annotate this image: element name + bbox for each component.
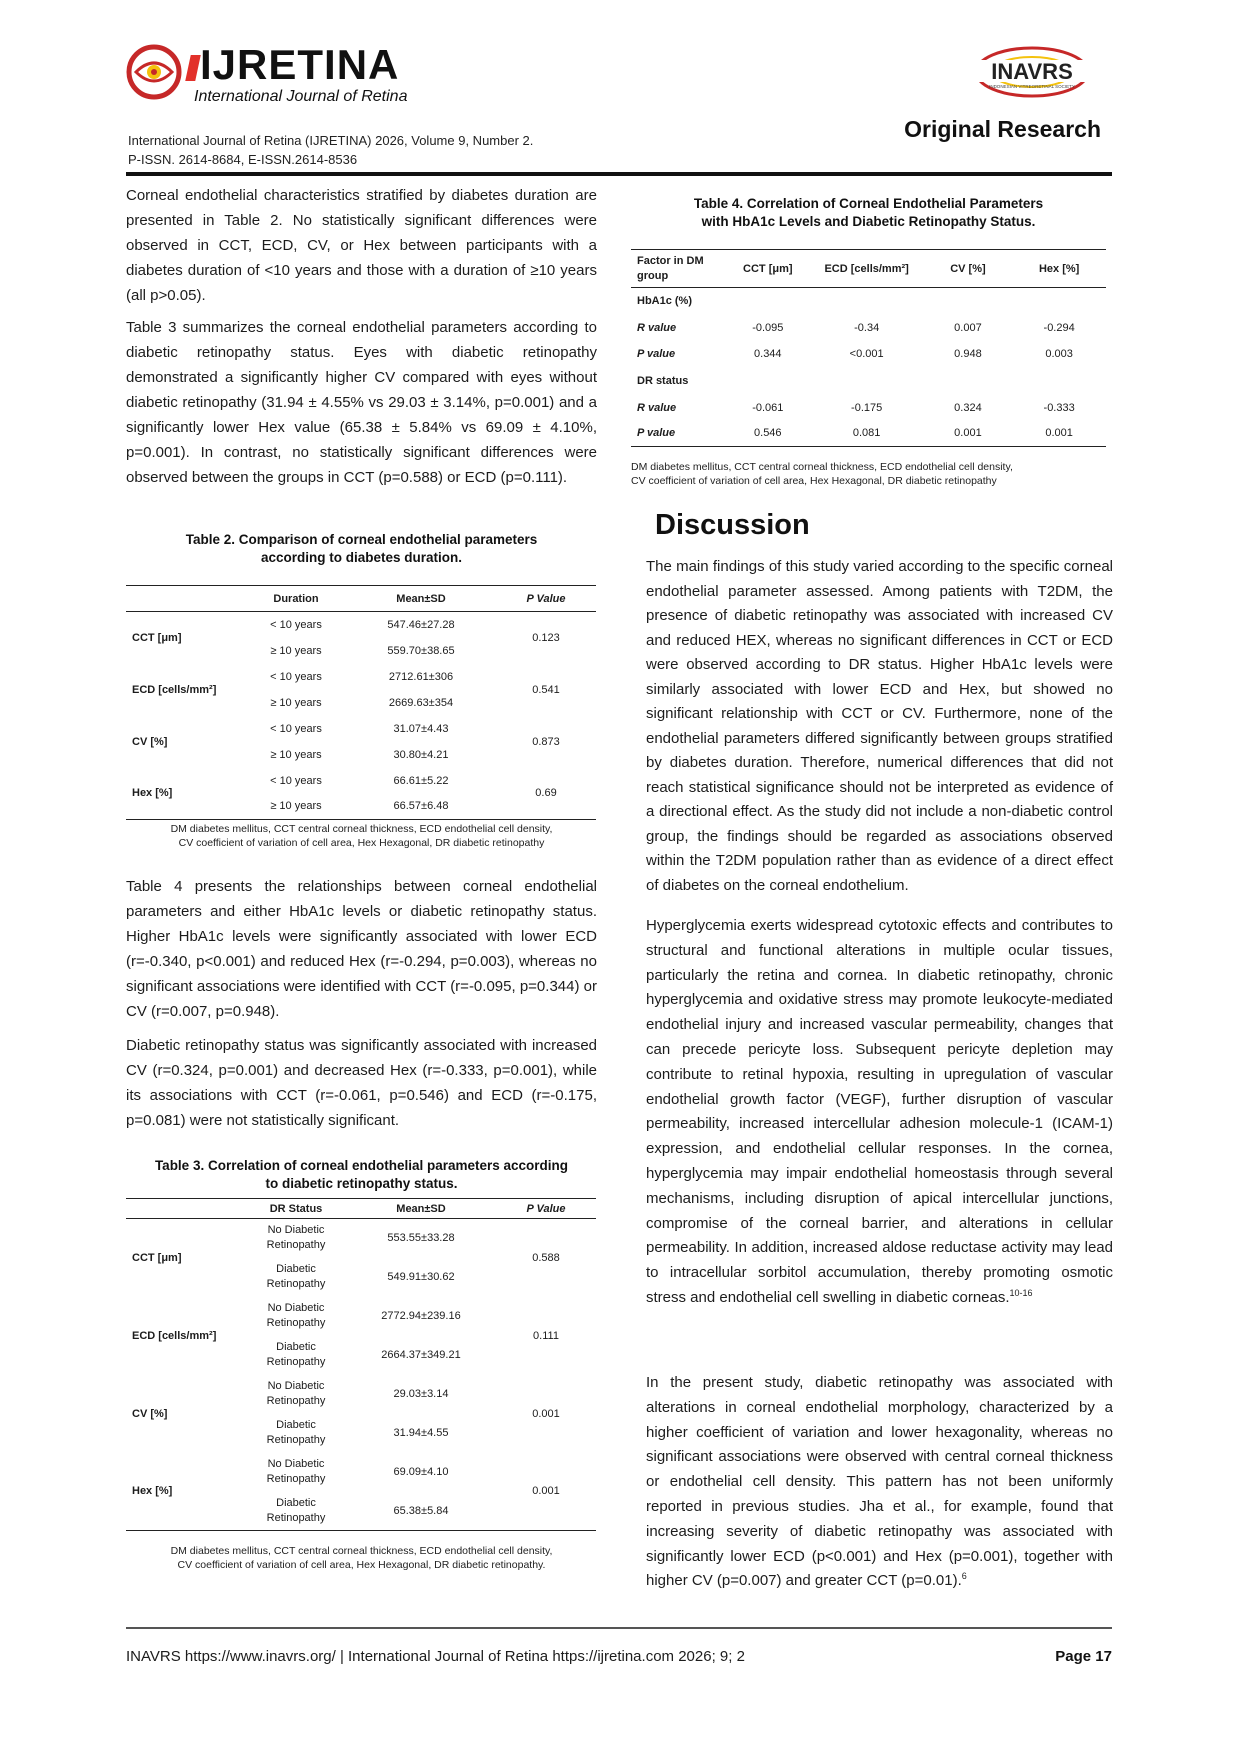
ijretina-logo <box>126 42 426 106</box>
table-row: ECD [cells/mm²] < 10 years 2712.61±306 0.541 <box>132 670 560 696</box>
table-row: Diabetic Retinopathy 2664.37±349.21 <box>266 1341 461 1368</box>
table-row: P value 0.344 <0.001 0.948 0.003 <box>637 347 1073 360</box>
table-row: Diabetic Retinopathy 31.94±4.55 <box>266 1419 449 1446</box>
table-row: Hex [%] < 10 years 66.61±5.22 0.69 <box>132 774 557 800</box>
table-row: R value -0.095 -0.34 0.007 -0.294 <box>637 321 1075 334</box>
discussion-paragraph-2: Hyperglycemia exerts widespread cytotoxic effects and contributes to structural and functional alterations in multiple ocular tissues, particularly the retina and cornea. In diabetic retinopathy, chronic hyperglycemia and oxidative stress may promote leukocyte-mediated endothelial injury and increased vascular permeability, changes that can precede pericyte loss. Subsequent pericyte depletion may contribute to retinal hypoxia, resulting in upregulation of vascular endothelial growth factor (VEGF), further disruption of vascular permeability, increased intercellular adhesion molecule-1 (ICAM-1) expression, and endothelial cellular responses. In the cornea, hyperglycemia may impair endothelial homeostasis through several mechanisms, including disruption of apical intercellular junctions, compromise of the corneal barrier, and alterations in cellular permeability. In addition, increased aldose reductase activity may lead to intracellular sorbitol accumulation, thereby promoting osmotic stress and endothelial cell swelling in diabetic corneas.$^{10-16}$ <box>646 917 1113 1306</box>
table-row: R value -0.061 -0.175 0.324 -0.333 <box>637 401 1075 414</box>
discussion-heading: Discussion <box>655 509 810 541</box>
table-row: Diabetic Retinopathy 65.38±5.84 <box>126 1492 596 1531</box>
table-row: P value 0.546 0.081 0.001 0.001 <box>631 421 1106 447</box>
table2-caption: Table 2. Comparison of corneal endothelial parameters according to diabetes duration. <box>185 532 538 565</box>
table-row: CCT [μm] < 10 years 547.46±27.28 0.123 <box>132 618 560 644</box>
table-row: ≥ 10 years 2669.63±354 <box>270 696 454 709</box>
table-row: DR status <box>637 374 689 387</box>
section-label: Original Research <box>904 116 1101 142</box>
inavrs-logo <box>965 42 1100 102</box>
left-paragraph-2: Table 3 summarizes the corneal endothelial parameters according to diabetic retinopathy status. Eyes with diabetic retinopathy demonstrated a significantly higher CV compared with eyes without diabetic retinopathy (31.94 ± 4.55% vs 29.03 ± 3.14%, p=0.001) and a significantly lower Hex value (65.38 ± 5.84% vs 69.09 ± 4.10%, p=0.001). In contrast, no statistically significant differences were observed between the groups in CCT (p=0.588) or ECD (p=0.111). <box>126 319 597 486</box>
table2-note: DM diabetes mellitus, CCT central corneal thickness, ECD endothelial cell density, CV coefficient of variation of cell area, Hex Hexagonal, DR diabetic retinopathy <box>170 823 553 849</box>
eye-logo-icon <box>126 44 182 100</box>
table4-caption: Table 4. Correlation of Corneal Endothelial Parameters with HbA1c Levels and Diabetic Retinopathy Status. <box>693 196 1044 229</box>
citation-superscript: 10-16 <box>1009 1287 1033 1298</box>
page-number: Page 17 <box>1055 1648 1112 1665</box>
svg-text:INAVRS: INAVRS <box>991 59 1073 84</box>
table-row: CV [%] No Diabetic Retinopathy 29.03±3.14 0.001 <box>132 1380 560 1420</box>
table3-caption: Table 3. Correlation of corneal endothelial parameters according to diabetic retinopathy status. <box>154 1158 569 1191</box>
left-paragraph-3: Table 4 presents the relationships between corneal endothelial parameters and either HbA1c levels or diabetic retinopathy status. Higher HbA1c levels were significantly associated with lower ECD (r=-0.340, p<0.001) and reduced Hex (r=-0.294, p=0.003), whereas no significant associations were identified with CCT (r=-0.095, p=0.344) or CV (r=0.007, p=0.948). <box>126 878 597 1020</box>
citation-superscript: 6 <box>961 1571 967 1582</box>
table-row: ≥ 10 years 30.80±4.21 <box>270 748 449 761</box>
table-row: ≥ 10 years 66.57±6.48 <box>126 794 596 820</box>
footer-text: INAVRS https://www.inavrs.org/ | International Journal of Retina https://ijretina.com 2026; 9; 2 <box>126 1648 745 1665</box>
table-row: Diabetic Retinopathy 549.91±30.62 <box>266 1263 455 1290</box>
header-divider <box>126 172 1112 176</box>
table3: DR Status Mean±SD P Value CCT [μm] No Diabetic Retinopathy 553.55±33.28 0.588 Diabetic Retinopathy 549.91±30.62 ECD [cells/mm²] No Diabetic Retinopathy 2772.94±239.16 0.111 Diabetic Retinopathy 2664.37±349.21 CV [%] No Diabetic Retinopathy 29.03±3.14 0.001 Diabetic Retinopathy 31.94±4.55 Hex [%] No Diabetic Retinopathy 69.09±4.10 0.001 Diabetic Retinopathy 65.38±5.84 <box>126 1198 596 1531</box>
table4: Factor in DM group CCT [μm] ECD [cells/mm²] CV [%] Hex [%] HbA1c (%) R value -0.095 -0.34 0.007 -0.294 P value 0.344 <0.001 0.948 0.003 DR status R value -0.061 -0.175 0.324 -0.333 P value 0.546 0.081 0.001 0.001 <box>631 249 1106 447</box>
table-row: CCT [μm] No Diabetic Retinopathy 553.55±33.28 0.588 <box>132 1224 560 1264</box>
footer-divider <box>126 1627 1112 1629</box>
svg-text:INDONESIAN VITREORETINAL SOCIE: INDONESIAN VITREORETINAL SOCIETY <box>989 84 1075 89</box>
table4-note: DM diabetes mellitus, CCT central corneal thickness, ECD endothelial cell density, CV coefficient of variation of cell area, Hex Hexagonal, DR diabetic retinopathy <box>631 461 1013 487</box>
logo-subtitle: International Journal of Retina <box>194 88 408 105</box>
discussion-paragraph-1: The main findings of this study varied according to the specific corneal endothelial parameter assessed. Among patients with T2DM, the presence of diabetic retinopathy was associated with increased CV and reduced HEX, whereas no significant differences in CCT or ECD were observed according to DR status. Higher HbA1c levels were similarly associated with lower ECD and Hex, but showed no significant relationship with CCT or CV. Furthermore, none of the endothelial parameters differed significantly between groups stratified by diabetes duration. Therefore, numerical differences that did not reach statistical significance should not be interpreted as evidence of a directional effect. As the study did not include a non-diabetic control group, the findings should be regarded as associations observed within the T2DM population rather than as evidence of a direct effect of diabetes on the corneal endothelium. <box>646 558 1113 894</box>
table-row: HbA1c (%) <box>637 295 693 308</box>
table-row: ≥ 10 years 559.70±38.65 <box>270 644 455 657</box>
table-row: ECD [cells/mm²] No Diabetic Retinopathy 2772.94±239.16 0.111 <box>132 1302 559 1342</box>
table-row: CV [%] < 10 years 31.07±4.43 0.873 <box>132 722 560 748</box>
table2: Duration Mean±SD P Value CCT [μm] < 10 years 547.46±27.28 0.123 ≥ 10 years 559.70±38.65 ECD [cells/mm²] < 10 years 2712.61±306 0.541 ≥ 10 years 2669.63±354 CV [%] < 10 years 31.07±4.43 0.873 ≥ 10 years 30.80±4.21 Hex [%] < 10 years 66.61±5.22 0.69 ≥ 10 years 66.57±6.48 <box>126 585 596 820</box>
logo-title: IJRETINA <box>188 42 399 88</box>
left-paragraph-4: Diabetic retinopathy status was significantly associated with increased CV (r=0.324, p=0.001) and decreased Hex (r=-0.333, p=0.001), while its associations with CCT (r=-0.061, p=0.546) and ECD (r=-0.175, p=0.081) were not statistically significant. <box>126 1037 597 1129</box>
journal-line: International Journal of Retina (IJRETINA) 2026, Volume 9, Number 2. <box>128 133 534 148</box>
table3-note: DM diabetes mellitus, CCT central corneal thickness, ECD endothelial cell density, CV coefficient of variation of cell area, Hex Hexagonal, DR diabetic retinopathy. <box>170 1545 553 1571</box>
left-paragraph-1: Corneal endothelial characteristics stratified by diabetes duration are presented in Table 2. No statistically significant differences were observed in CCT, ECD, CV, or Hex between participants with a diabetes duration of <10 years and those with a duration of ≥10 years (all p>0.05). <box>126 187 597 304</box>
issn-line: P-ISSN. 2614-8684, E-ISSN.2614-8536 <box>128 152 358 167</box>
discussion-paragraph-3: In the present study, diabetic retinopathy was associated with alterations in corneal endothelial morphology, characterized by a higher coefficient of variation and lower hexagonality, whereas no significant associations were observed with central corneal thickness or endothelial cell density. This pattern has not been uniformly reported in previous studies. Jha et al., for example, found that increasing severity of diabetic retinopathy was associated with significantly lower ECD (p<0.001) and Hex (p=0.001), together with higher CV (p=0.007) and greater CCT (p=0.01).$^6$ <box>646 1374 1113 1590</box>
table-row: Hex [%] No Diabetic Retinopathy 69.09±4.10 0.001 <box>132 1458 560 1498</box>
journal-meta <box>128 131 533 169</box>
